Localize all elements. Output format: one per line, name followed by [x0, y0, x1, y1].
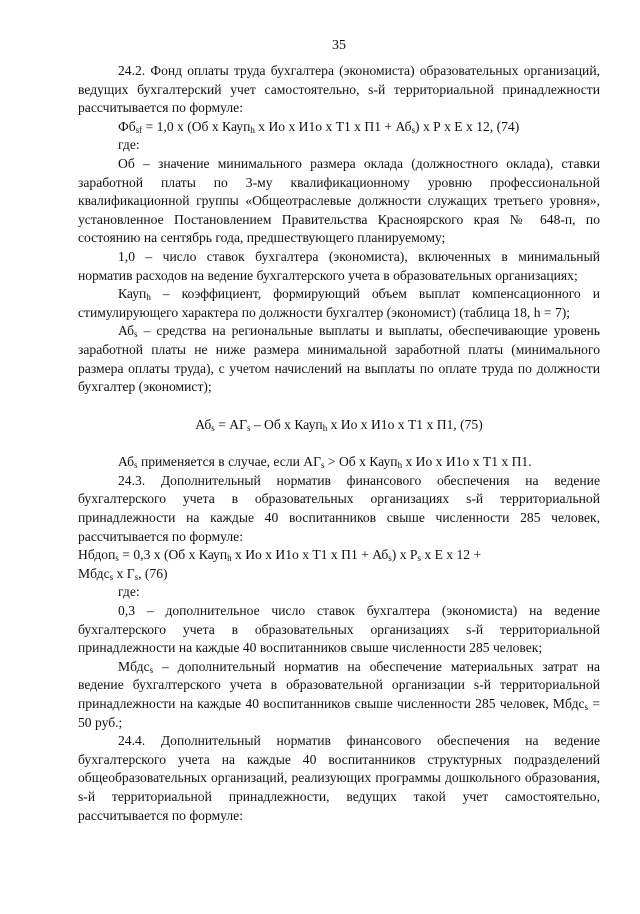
formula-76-line-1: Нбдоп$_s$ = 0,3 x (Об x Кауп$_h$ x Ио x И1о x Т1 x $П1 + Аб_s$) x $Р_s$ x Е x 12 +: [78, 547, 482, 564]
definition-mbdc: Мбдс$_s$ – дополнительный норматив на обеспечение материальных затрат на ведение бухгалтерского учета в образовательной организации s-й территориальной принадлежности на каждые 40 воспитанников свыше численности 285 человек, Мбдс$_s$ = 50 руб.;: [78, 658, 600, 730]
definition-0-3: 0,3 – дополнительное число ставок бухгалтера (экономиста) на ведение бухгалтерского учета в образовательных организациях s-й территориальной принадлежности на каждые 40 воспитанников свыше численности 285 человек;: [78, 603, 600, 656]
section-24-3-intro: 24.3. Дополнительный норматив финансового обеспечения на ведение бухгалтерского учета в образовательных организациях s-й территориальной принадлежности на каждые 40 воспитанников свыше численности 285 человек, рассчитывается по формуле:: [78, 472, 600, 544]
definition-kaup: Кауп$_h$ – коэффициент, формирующий объем выплат компенсационного и стимулирующего характера по должности бухгалтер (экономист) (таблица 18, h = 7);: [78, 286, 600, 320]
definition-ab: $Аб_s$ – средства на региональные выплаты и выплаты, обеспечивающие уровень заработной платы не ниже размера минимальной заработной платы (минимального размера оплаты труда), с учетом начислений на выплаты по оплате труда по должности бухгалтер (экономист);: [78, 323, 600, 395]
formula-75-condition: $Аб_s$ применяется в случае, если $АГ_s$ > Об x Кауп$_h$ x Ио x И1о x Т1 x П1.: [118, 454, 532, 471]
section-24-4-intro: 24.4. Дополнительный норматив финансового обеспечения на ведение бухгалтерского учета на каждые 40 воспитанников структурных подразделений общеобразовательных организаций, реализующих программы дошкольного образования, s-й территориальной принадлежности, ведущих такой учет самостоятельно, рассчитывается по формуле:: [78, 733, 600, 823]
formula-76-line-2: Мбдс$_s$ x $Г_s$, (76): [78, 565, 168, 582]
where-label-2: где:: [118, 584, 140, 600]
page-number: 35: [332, 38, 346, 53]
definition-1-0: 1,0 – число ставок бухгалтера (экономиста), включенных в минимальный норматив расходов на ведение бухгалтерского учета в образовательных организациях;: [78, 248, 600, 283]
formula-74: $Фб_{sf} = 1,0$ x (Об x Кауп$_h$ x Ио x И1о x Т1 x $П1 + Аб_s$) x Р x Е x 12, (74): [118, 118, 520, 135]
document-body: [78, 62, 600, 825]
formula-75: $Аб_s = АГ_s$ – Об x Кауп$_h$ x Ио x И1о x Т1 x П1, (75): [195, 416, 483, 433]
where-label: где:: [118, 137, 140, 153]
section-24-2-intro: 24.2. Фонд оплаты труда бухгалтера (экономиста) образовательных организаций, ведущих бухгалтерский учет самостоятельно, s-й территориальной принадлежности рассчитывается по формуле:: [78, 63, 600, 116]
definition-ob: Об – значение минимального размера оклада (должностного оклада), ставки заработной платы по 3-му квалификационному уровню профессиональной квалификационной группы «Общеотраслевые должности служащих третьего уровня», установленное Постановлением Правительства Красноярского края № 648-п, по состоянию на сентябрь года, предшествующего планируемому;: [78, 155, 600, 246]
